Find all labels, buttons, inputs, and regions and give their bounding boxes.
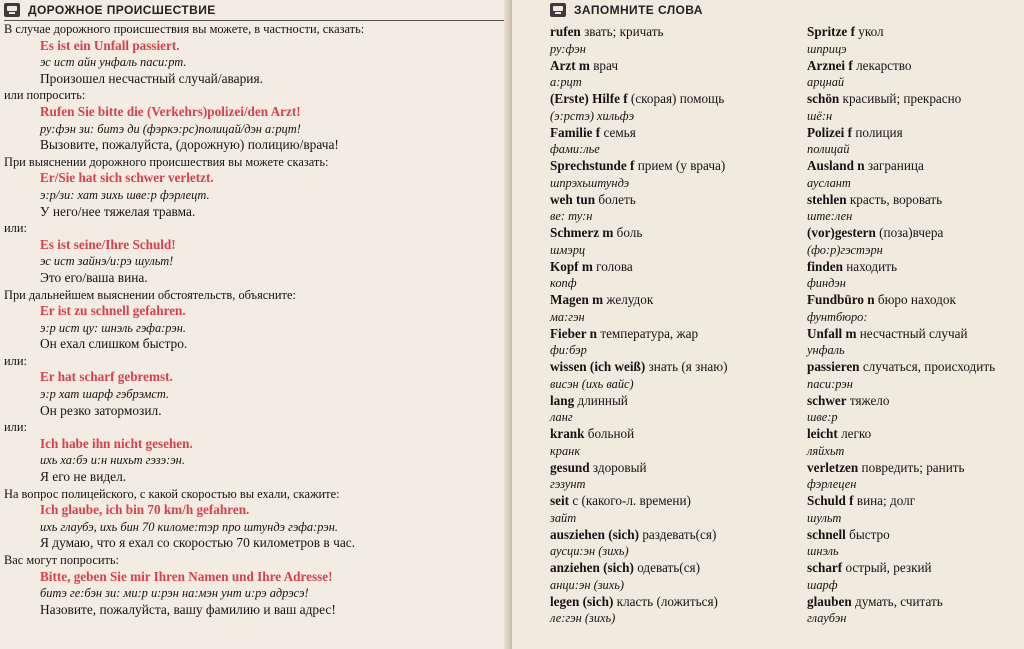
russian-translation: У него/нее тяжелая травма. [40,203,196,219]
vocab-russian-meaning: лекарство [852,57,912,73]
vocab-german-word: Sprechstunde f [550,158,635,173]
vocab-russian-meaning: боль [613,225,643,240]
vocab-german-word: Kopf m [550,258,593,274]
car-icon [4,3,20,17]
vocab-entry [807,192,1024,209]
vocab-german-word: gesund [550,459,590,475]
vocab-russian-meaning: знать (я знаю) [645,359,728,374]
vocabulary-column-1 [550,24,800,627]
vocab-transcription: фами:лье [550,142,600,157]
vocab-entry [550,393,800,410]
vocab-transcription: ма:гэн [550,309,585,324]
vocab-entry [550,560,800,577]
vocab-entry [550,527,800,544]
intro-text: Вас могут попросить: [4,553,119,567]
vocab-entry [550,158,800,175]
vocab-german-word: Fundbüro n [807,292,875,307]
vocab-russian-meaning: здоровый [589,459,647,475]
vocab-entry [550,24,800,41]
vocab-russian-meaning: голова [592,258,633,274]
russian-translation: Я думаю, что я ехал со скоростью 70 километров в час. [40,535,356,551]
vocab-german-word: Magen m [550,292,604,307]
german-phrase: Rufen Sie bitte die (Verkehrs)polizei/den Arzt! [40,103,301,119]
intro-text: При выяснении дорожного происшествия вы можете сказать: [4,154,329,169]
vocab-german-word: (Erste) Hilfe f [550,91,628,106]
vocab-german-word: schön [807,91,840,106]
russian-translation: Он резко затормозил. [40,402,162,418]
vocab-entry [807,158,1024,175]
vocab-russian-meaning: случаться, происходить [859,359,996,374]
vocab-russian-meaning: укол [854,24,884,39]
vocab-german-word: ausziehen (sich) [550,526,640,542]
german-phrase: Ich habe ihn nicht gesehen. [40,435,193,451]
vocab-transcription: шё:н [807,108,833,123]
vocab-entry [550,426,800,443]
vocab-german-word: wissen (ich weiß) [550,359,646,374]
german-phrase: Es ist ein Unfall passiert. [40,37,180,53]
vocab-russian-meaning: тяжело [846,392,890,408]
vocab-transcription: фунтбюро: [807,309,868,324]
vocab-german-word: (vor)gestern [807,225,876,240]
vocab-german-word: legen (sich) [550,593,614,609]
vocab-entry [550,58,800,75]
transcription: э:р/зи: хат зихь шве:р фэрлецт. [40,187,210,202]
vocab-entry [550,192,800,209]
vocab-russian-meaning: одевать(ся) [633,560,701,575]
vocab-russian-meaning: полиция [852,124,903,140]
vocab-entry [807,460,1024,477]
vocab-entry [550,460,800,477]
vocab-russian-meaning: заграница [864,158,924,173]
vocab-transcription: копф [550,276,577,291]
russian-translation: Он ехал слишком быстро. [40,336,188,352]
vocab-transcription: шприцэ [807,41,847,56]
vocab-russian-meaning: повредить; ранить [858,459,965,475]
vocab-transcription: шпрэхьштундэ [550,175,630,190]
vocab-german-word: Schmerz m [550,225,614,240]
vocab-entry [550,292,800,309]
russian-translation: Я его не видел. [40,469,127,485]
vocab-transcription: аусци:эн (зихь) [550,544,629,559]
vocab-entry [807,24,1024,41]
vocab-russian-meaning: длинный [574,392,628,408]
transcription: э:р ист цу: шнэль гэфа:рэн. [40,320,187,335]
vocab-transcription: арцнай [807,75,845,90]
intro-text: или: [4,221,27,236]
vocab-german-word: stehlen [807,191,847,207]
vocab-german-word: Unfall m [807,325,857,341]
vocab-russian-meaning: больной [584,426,635,441]
vocab-transcription: ауслант [807,175,851,190]
vocab-german-word: verletzen [807,459,859,475]
vocab-entry [807,225,1024,242]
intro-text: или: [4,353,27,368]
vocab-russian-meaning: болеть [595,191,636,207]
vocab-german-word: scharf [807,560,843,575]
vocab-transcription: а:рцт [550,75,582,90]
vocab-entry [550,326,800,343]
vocab-entry [807,527,1024,544]
vocab-russian-meaning: желудок [603,292,654,307]
vocab-transcription: унфаль [807,343,845,358]
vocab-russian-meaning: острый, резкий [842,560,932,575]
vocab-german-word: Fieber n [550,325,598,341]
russian-translation: Это его/ваша вина. [40,269,148,285]
vocab-russian-meaning: прием (у врача) [634,158,726,173]
vocab-german-word: weh tun [550,191,596,207]
vocab-german-word: Ausland n [807,158,865,173]
vocab-entry [807,560,1024,577]
vocab-german-word: Spritze f [807,24,855,39]
vocab-transcription: кранк [550,443,581,458]
vocabulary-column-2 [807,24,1024,627]
vocab-transcription: ле:гэн (зихь) [550,611,616,626]
vocab-transcription: глаубэн [807,611,847,626]
vocab-german-word: Polizei f [807,124,853,140]
vocab-transcription: ру:фэн [550,41,586,56]
german-phrase: Ich glaube, ich bin 70 km/h gefahren. [40,502,250,518]
left-section-header [4,1,510,19]
vocab-german-word: glauben [807,593,852,609]
vocab-transcription: зайт [550,510,577,525]
vocab-entry [807,393,1024,410]
vocab-entry [550,91,800,108]
vocab-transcription: шульт [807,510,842,525]
intro-text: или попросить: [4,88,86,103]
vocab-entry [807,359,1024,376]
vocab-russian-meaning: бюро находок [874,292,956,307]
german-phrase: Er hat scharf gebremst. [40,369,173,385]
transcription: эс ист зайнэ/и:рэ шульт! [40,254,174,269]
vocab-transcription: висэн (ихь вайс) [550,376,634,391]
vocab-transcription: финдэн [807,276,846,291]
intro-text: При дальнейшем выяснении обстоятельств, объясните: [4,287,296,302]
transcription: ихь ха:бэ и:н нихьт гэзэ:эн. [40,453,185,468]
vocab-transcription: шве:р [807,410,838,425]
vocab-entry [807,493,1024,510]
vocab-german-word: seit [550,493,570,508]
vocab-entry [550,359,800,376]
vocab-german-word: passieren [807,359,860,374]
vocab-german-word: rufen [550,24,581,39]
left-page [0,0,510,649]
vocab-german-word: schwer [807,392,847,408]
vocab-german-word: schnell [807,526,846,542]
german-phrase: Er ist zu schnell gefahren. [40,303,186,319]
vocab-entry [807,125,1024,142]
memo-icon [550,3,566,17]
intro-text: или: [4,420,27,435]
right-section-header [550,1,1024,19]
vocab-transcription: фэрлецен [807,477,857,492]
right-page [512,0,1024,649]
russian-translation: Вызовите, пожалуйста, (дорожную) полицию/врача! [40,137,339,153]
vocab-transcription: гэзунт [550,477,586,492]
vocab-entry [807,91,1024,108]
vocab-entry [807,259,1024,276]
vocab-transcription: анци:эн (зихь) [550,577,624,592]
vocab-russian-meaning: находить [842,258,897,274]
vocab-russian-meaning: (скорая) помощь [627,91,725,106]
vocab-german-word: Familie f [550,124,601,140]
vocab-transcription: полицай [807,142,850,157]
vocab-transcription: шарф [807,577,838,592]
vocab-german-word: krank [550,426,585,441]
vocab-entry [550,225,800,242]
transcription: битэ ге:бэн зи: ми:р и:рэн на:мэн унт и:рэ адрэсэ! [40,586,309,601]
vocab-russian-meaning: врач [589,57,618,73]
phrase-list [4,21,510,618]
vocab-russian-meaning: несчастный случай [856,325,968,341]
vocab-transcription: (фо:р)гэстэрн [807,242,883,257]
transcription: эс ист айн унфаль паси:рт. [40,55,187,70]
left-section-title: ДОРОЖНОЕ ПРОИСШЕСТВИЕ [28,3,216,17]
vocab-russian-meaning: (поза)вчера [875,225,944,240]
transcription: э:р хат шарф гэбрэмст. [40,387,170,402]
vocab-entry [550,493,800,510]
german-phrase: Er/Sie hat sich schwer verletzt. [40,170,214,186]
vocab-german-word: Arznei f [807,57,853,73]
vocab-russian-meaning: красть, воровать [846,191,943,207]
vocab-german-word: leicht [807,426,838,441]
vocab-russian-meaning: раздевать(ся) [639,526,717,542]
vocab-entry [807,594,1024,611]
vocab-russian-meaning: температура, жар [597,325,699,341]
vocab-transcription: паси:рэн [807,376,853,391]
vocab-entry [550,125,800,142]
vocab-russian-meaning: вина; долг [853,493,916,508]
vocab-russian-meaning: семья [600,124,636,140]
vocab-transcription: ланг [550,410,573,425]
vocab-russian-meaning: быстро [845,526,890,542]
vocab-entry [550,259,800,276]
russian-translation: Назовите, пожалуйста, вашу фамилию и ваш адрес! [40,601,336,617]
vocab-german-word: anziehen (sich) [550,560,634,575]
vocab-transcription: ляйхьт [807,443,845,458]
vocab-russian-meaning: с (какого-л. времени) [569,493,691,508]
vocab-transcription: шнэль [807,544,839,559]
russian-translation: Произошел несчастный случай/авария. [40,70,263,86]
vocab-entry [807,292,1024,309]
german-phrase: Es ist seine/Ihre Schuld! [40,236,176,252]
vocab-russian-meaning: легко [837,426,872,441]
vocab-entry [807,426,1024,443]
vocab-german-word: finden [807,258,843,274]
vocab-transcription: шмэрц [550,242,586,257]
vocab-entry [807,326,1024,343]
german-phrase: Bitte, geben Sie mir Ihren Namen und Ihre Adresse! [40,568,333,584]
vocab-russian-meaning: звать; кричать [580,24,664,39]
vocab-german-word: Arzt m [550,57,590,73]
vocab-russian-meaning: красивый; прекрасно [839,91,962,106]
vocab-russian-meaning: думать, считать [851,593,943,609]
vocab-transcription: ште:лен [807,209,853,224]
vocab-german-word: lang [550,392,575,408]
vocab-german-word: Schuld f [807,493,854,508]
vocab-transcription: ве: ту:н [550,209,593,224]
intro-text: В случае дорожного происшествия вы можете, в частности, сказать: [4,22,365,36]
intro-text: На вопрос полицейского, с какой скоростью вы ехали, скажите: [4,486,340,501]
transcription: ихь глаубэ, ихь бин 70 киломе:тэр про штундэ гэфа:рэн. [40,519,338,534]
transcription: ру:фэн зи: битэ ди (фэркэ:рс)полицай/дэн а:рцт! [40,121,301,136]
vocab-transcription: (э:рстэ) хильфэ [550,108,635,123]
vocab-russian-meaning: класть (ложиться) [613,593,718,609]
vocab-entry [807,58,1024,75]
right-section-title: ЗАПОМНИТЕ СЛОВА [574,3,703,17]
vocab-entry [550,594,800,611]
vocab-transcription: фи:бэр [550,343,587,358]
